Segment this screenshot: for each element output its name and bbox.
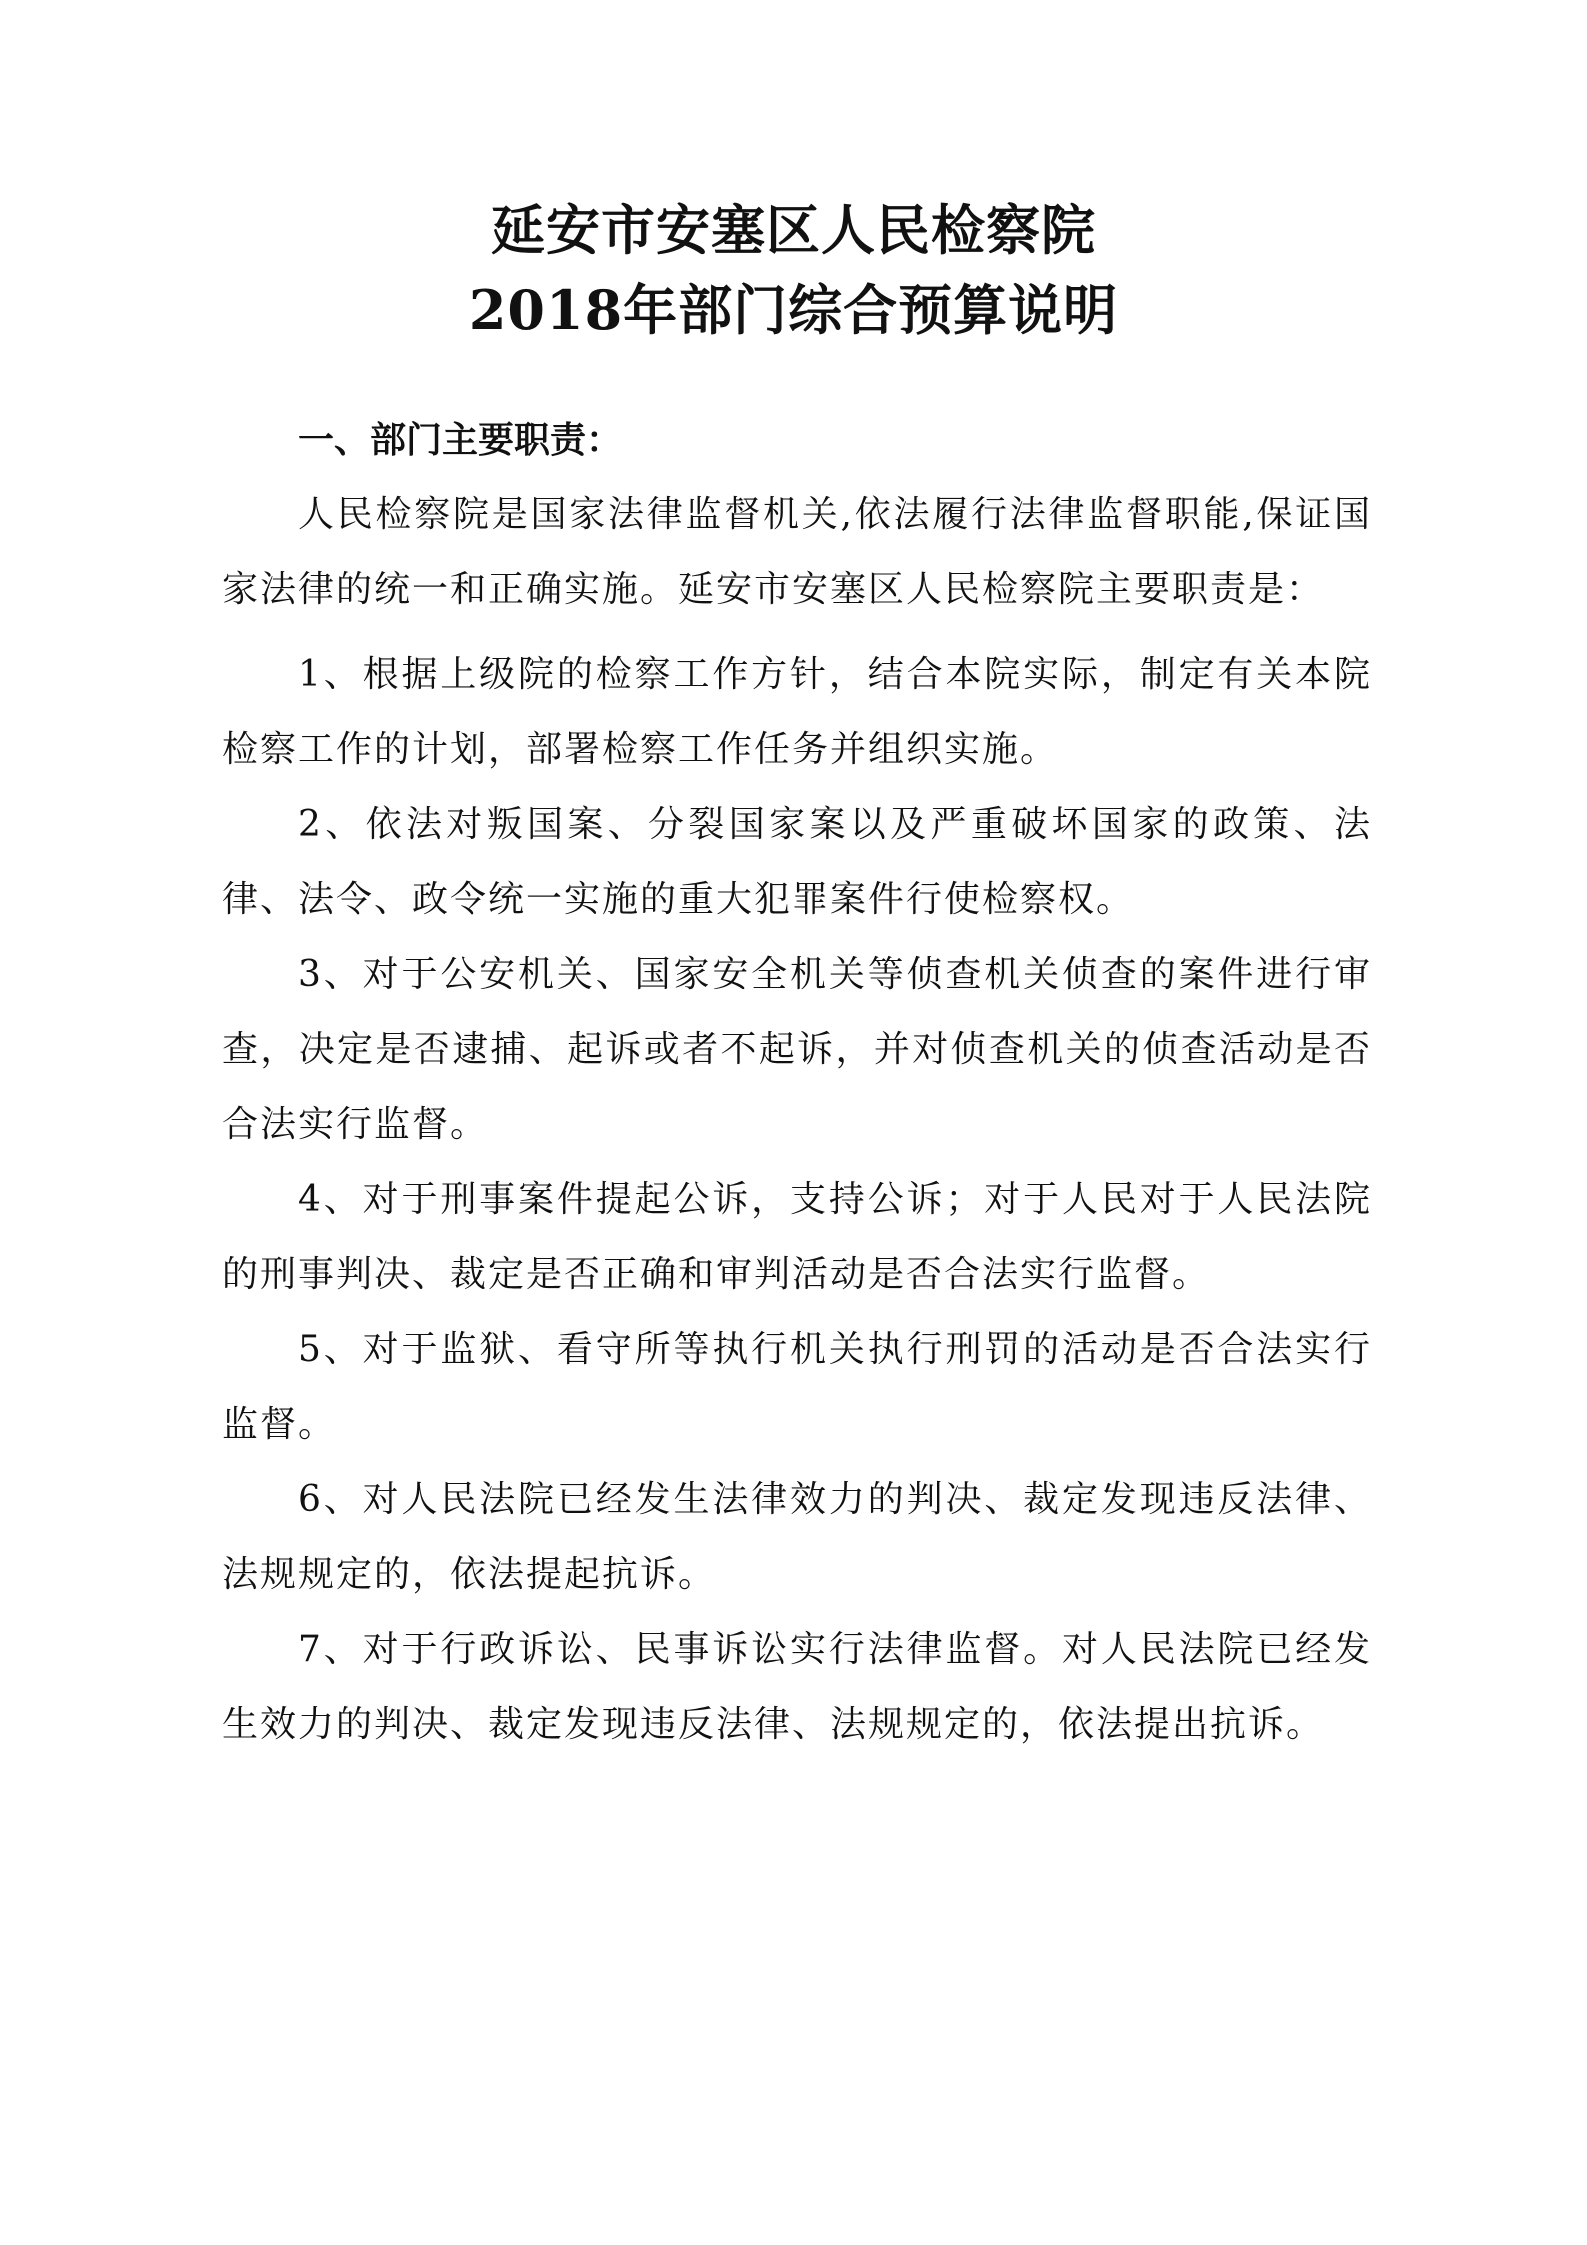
duty-item-5: 5、对于监狱、看守所等执行机关执行刑罚的活动是否合法实行监督。 <box>222 1329 1372 1445</box>
title-line-1: 延安市安塞区人民检察院 <box>491 198 1096 262</box>
duty-item-3: 3、对于公安机关、国家安全机关等侦查机关侦查的案件进行审查，决定是否逮捕、起诉或者不起诉，并对侦查机关的侦查活动是否合法实行监督。 <box>222 954 1372 1145</box>
duty-item-6: 6、对人民法院已经发生法律效力的判决、裁定发现违反法律、法规规定的，依法提起抗诉。 <box>222 1479 1372 1595</box>
intro-paragraph: 人民检察院是国家法律监督机关,依法履行法律监督职能,保证国家法律的统一和正确实施。延安市安塞区人民检察院主要职责是： <box>222 494 1372 610</box>
duty-item-1: 1、根据上级院的检察工作方针，结合本院实际，制定有关本院检察工作的计划，部署检察工作任务并组织实施。 <box>222 654 1372 770</box>
title-line-2: 2018年部门综合预算说明 <box>468 278 1119 342</box>
duty-item-7: 7、对于行政诉讼、民事诉讼实行法律监督。对人民法院已经发生效力的判决、裁定发现违反法律、法规规定的，依法提出抗诉。 <box>222 1629 1372 1745</box>
document-title <box>0 190 1587 350</box>
section-heading-duties: 一、部门主要职责： <box>298 420 623 461</box>
duty-item-4: 4、对于刑事案件提起公诉，支持公诉；对于人民对于人民法院的刑事判决、裁定是否正确和审判活动是否合法实行监督。 <box>222 1179 1372 1295</box>
duty-item-2: 2、依法对叛国案、分裂国家案以及严重破坏国家的政策、法律、法令、政令统一实施的重大犯罪案件行使检察权。 <box>222 804 1372 920</box>
document-body <box>222 405 1372 1762</box>
